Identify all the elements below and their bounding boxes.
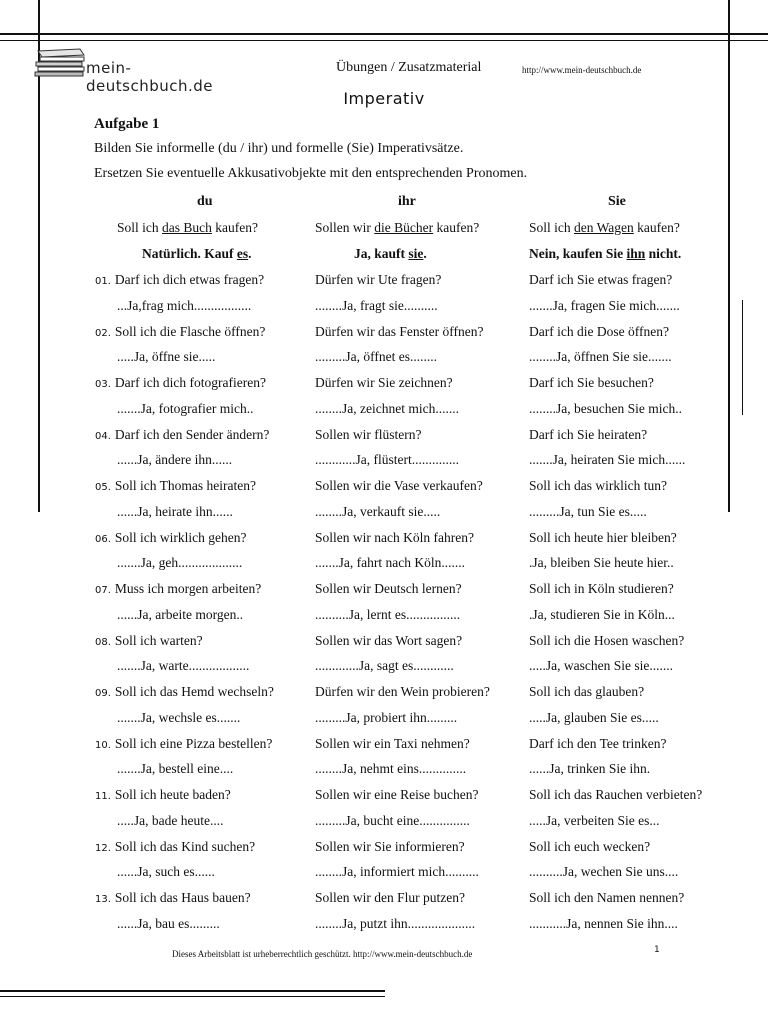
answer-sie-11: .....Ja, verbeiten Sie es... [529, 812, 660, 828]
answer-sie-06: .Ja, bleiben Sie heute hier.. [529, 555, 674, 570]
question-sie-12: Soll ich euch wecken? [529, 838, 651, 854]
answer-du-09: .......Ja, wechsle es....... [117, 709, 241, 725]
question-sie-08: Soll ich die Hosen waschen? [529, 632, 685, 648]
footer-copyright: Dieses Arbeitsblatt ist urheberrechtlich geschützt. http://www.mein-deutschbuch.de [172, 949, 473, 959]
question-sie-04: Darf ich Sie heiraten? [529, 426, 648, 442]
item-number: 09. [95, 688, 111, 699]
question-sie-07: Soll ich in Köln studieren? [529, 581, 674, 596]
question-ihr-04: Sollen wir flüstern? [315, 426, 422, 442]
item-number: 03. [95, 379, 111, 390]
question-text: Soll ich warten? [114, 632, 203, 648]
answer-sie-13: ...........Ja, nennen Sie ihn.... [529, 915, 678, 931]
frame-line-right-inner [742, 300, 743, 415]
logo [28, 45, 258, 95]
answer-ihr-06: .......Ja, fahrt nach Köln....... [315, 555, 465, 570]
answer-ihr-03: ........Ja, zeichnet mich....... [315, 400, 459, 416]
question-du-10 [95, 736, 272, 752]
column-header-du: du [197, 194, 213, 209]
question-text: Soll ich die Flasche öffnen? [114, 323, 266, 339]
answer-du-04: ......Ja, ändere ihn...... [117, 452, 233, 467]
answer-sie-10: ......Ja, trinken Sie ihn. [529, 761, 651, 776]
question-sie-05: Soll ich das wirklich tun? [529, 478, 667, 493]
answer-sie-02: ........Ja, öffnen Sie sie....... [529, 349, 672, 364]
question-ihr-11: Sollen wir eine Reise buchen? [315, 787, 479, 802]
question-du-09 [95, 684, 274, 700]
answer-du-08: .......Ja, warte.................. [117, 658, 250, 673]
question-ihr-05: Sollen wir die Vase verkaufen? [315, 478, 483, 493]
question-du-03 [95, 375, 266, 391]
example-answer-sie: Nein, kaufen Sie ihn nicht. [529, 246, 682, 261]
question-du-13 [95, 890, 251, 906]
answer-du-05: ......Ja, heirate ihn...... [117, 503, 233, 519]
example-question-ihr: Sollen wir die Bücher kaufen? [315, 220, 480, 235]
question-ihr-13: Sollen wir den Flur putzen? [315, 890, 465, 905]
answer-du-13: ......Ja, bau es......... [117, 915, 220, 931]
question-du-07 [95, 581, 261, 597]
question-text: Soll ich wirklich gehen? [114, 529, 247, 545]
question-sie-13: Soll ich den Namen nennen? [529, 890, 685, 905]
question-text: Darf ich dich fotografieren? [114, 375, 266, 390]
item-number: 13. [95, 894, 111, 905]
question-text: Soll ich heute baden? [114, 787, 231, 802]
example-answer-du: Natürlich. Kauf es. [142, 246, 252, 261]
answer-ihr-10: ........Ja, nehmt eins.............. [315, 761, 467, 776]
answer-sie-04: .......Ja, heiraten Sie mich...... [529, 452, 686, 467]
example-question-du: Soll ich das Buch kaufen? [117, 220, 258, 235]
example-question-sie: Soll ich den Wagen kaufen? [529, 220, 680, 235]
question-text: Darf ich den Sender ändern? [114, 426, 270, 442]
question-ihr-08: Sollen wir das Wort sagen? [315, 632, 463, 648]
question-sie-02: Darf ich die Dose öffnen? [529, 323, 669, 339]
question-text: Soll ich Thomas heiraten? [114, 478, 256, 493]
document-title: Imperativ [343, 89, 425, 108]
answer-sie-03: ........Ja, besuchen Sie mich.. [529, 400, 682, 416]
answer-sie-01: .......Ja, fragen Sie mich....... [529, 297, 680, 313]
question-text: Muss ich morgen arbeiten? [114, 581, 262, 596]
answer-ihr-12: ........Ja, informiert mich.......... [315, 864, 479, 879]
question-ihr-07: Sollen wir Deutsch lernen? [315, 581, 462, 596]
item-number: 12. [95, 842, 111, 854]
example-answer-ihr: Ja, kauft sie. [354, 246, 427, 261]
answer-ihr-01: ........Ja, fragt sie.......... [315, 297, 438, 313]
header-title: Übungen / Zusatzmaterial [336, 60, 482, 75]
header-rule-1 [0, 33, 768, 35]
answer-du-02: .....Ja, öffne sie..... [117, 349, 216, 364]
item-number: 05. [95, 482, 111, 493]
item-number: 11. [95, 791, 111, 802]
answer-du-12: ......Ja, such es...... [117, 864, 215, 879]
question-du-02 [95, 324, 265, 340]
question-text: Soll ich eine Pizza bestellen? [114, 735, 273, 751]
answer-du-03: .......Ja, fotografier mich.. [117, 400, 254, 416]
frame-line-right [728, 0, 730, 512]
answer-ihr-04: ............Ja, flüstert.............. [315, 452, 459, 467]
question-ihr-06: Sollen wir nach Köln fahren? [315, 529, 474, 545]
question-text: Darf ich dich etwas fragen? [114, 272, 265, 287]
question-sie-01: Darf ich Sie etwas fragen? [529, 272, 673, 287]
column-header-sie: Sie [608, 194, 626, 209]
item-number: 06. [95, 533, 111, 545]
task-title: Aufgabe 1 [94, 116, 160, 132]
answer-ihr-09: .........Ja, probiert ihn......... [315, 709, 458, 725]
question-ihr-01: Dürfen wir Ute fragen? [315, 272, 442, 287]
answer-ihr-11: .........Ja, bucht eine............... [315, 812, 470, 828]
answer-ihr-02: .........Ja, öffnet es........ [315, 349, 437, 364]
question-sie-03: Darf ich Sie besuchen? [529, 375, 654, 390]
item-number: 01. [95, 276, 111, 287]
question-du-12 [95, 839, 255, 855]
item-number: 02. [95, 327, 111, 339]
answer-du-07: ......Ja, arbeite morgen.. [117, 606, 244, 622]
question-du-01 [95, 272, 264, 288]
item-number: 10. [95, 739, 111, 751]
item-number: 07. [95, 585, 111, 596]
question-sie-09: Soll ich das glauben? [529, 684, 645, 699]
answer-sie-07: .Ja, studieren Sie in Köln... [529, 606, 675, 622]
question-ihr-02: Dürfen wir das Fenster öffnen? [315, 323, 484, 339]
answer-sie-08: .....Ja, waschen Sie sie....... [529, 658, 673, 673]
answer-du-06: .......Ja, geh................... [117, 555, 243, 570]
logo-text: mein-deutschbuch.de [86, 59, 214, 95]
question-ihr-10: Sollen wir ein Taxi nehmen? [315, 735, 470, 751]
answer-du-11: .....Ja, bade heute.... [117, 812, 224, 828]
page-number: 1 [654, 945, 660, 955]
answer-ihr-05: ........Ja, verkauft sie..... [315, 503, 441, 519]
answer-sie-05: .........Ja, tun Sie es..... [529, 503, 647, 519]
header-rule-2 [0, 40, 768, 41]
answer-ihr-08: .............Ja, sagt es............ [315, 658, 454, 673]
question-text: Soll ich das Haus bauen? [114, 890, 251, 905]
instruction-2: Ersetzen Sie eventuelle Akkusativobjekte mit den entsprechenden Pronomen. [94, 166, 528, 181]
answer-sie-09: .....Ja, glauben Sie es..... [529, 709, 659, 725]
column-header-ihr: ihr [398, 194, 416, 209]
question-du-05 [95, 478, 256, 494]
question-text: Soll ich das Hemd wechseln? [114, 684, 274, 699]
bottom-rule-1 [0, 990, 385, 992]
answer-ihr-13: ........Ja, putzt ihn.................... [315, 915, 476, 931]
header-url[interactable]: http://www.mein-deutschbuch.de [522, 65, 642, 75]
question-du-04 [95, 427, 269, 443]
question-text: Soll ich das Kind suchen? [114, 838, 256, 854]
question-du-08 [95, 633, 203, 649]
book-stack-icon [32, 47, 88, 77]
answer-du-10: .......Ja, bestell eine.... [117, 761, 234, 776]
bottom-rule-2 [0, 996, 385, 997]
instruction-1: Bilden Sie informelle (du / ihr) und formelle (Sie) Imperativsätze. [94, 141, 464, 156]
question-du-06 [95, 530, 247, 546]
answer-sie-12: ..........Ja, wechen Sie uns.... [529, 864, 679, 879]
question-sie-10: Darf ich den Tee trinken? [529, 735, 667, 751]
question-du-11 [95, 787, 231, 803]
answer-ihr-07: ..........Ja, lernt es................ [315, 606, 461, 622]
question-sie-06: Soll ich heute hier bleiben? [529, 529, 677, 545]
question-ihr-09: Dürfen wir den Wein probieren? [315, 684, 490, 699]
item-number: 04. [95, 430, 111, 442]
item-number: 08. [95, 636, 111, 648]
answer-du-01: ...Ja,frag mich................. [117, 297, 252, 313]
question-ihr-12: Sollen wir Sie informieren? [315, 838, 465, 854]
question-sie-11: Soll ich das Rauchen verbieten? [529, 787, 703, 802]
question-ihr-03: Dürfen wir Sie zeichnen? [315, 375, 453, 390]
